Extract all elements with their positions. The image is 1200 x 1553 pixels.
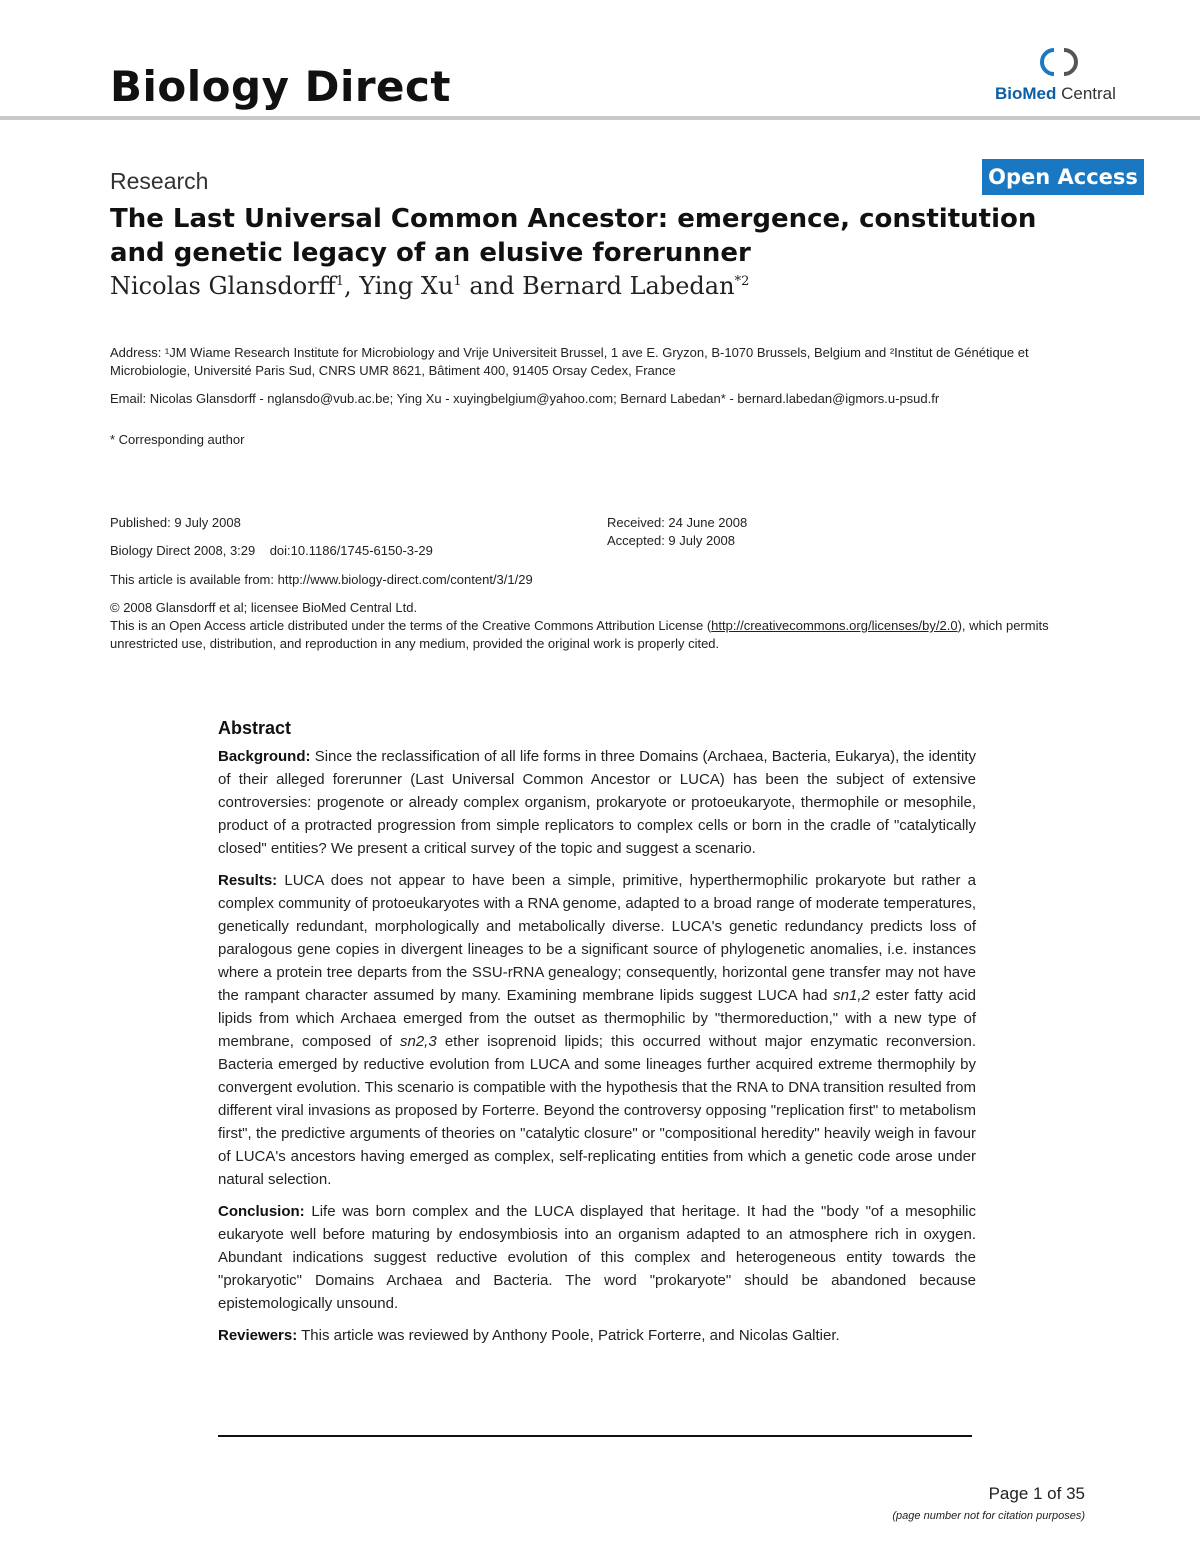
reviewers-label: Reviewers:: [218, 1327, 298, 1344]
open-access-badge: Open Access: [982, 159, 1144, 195]
license-text: This is an Open Access article distributed under the terms of the Creative Commons Attribution License (: [110, 618, 712, 633]
results-text: LUCA does not appear to have been a simple, primitive, hyperthermophilic prokaryote but rather a complex community of protoeukaryotes with a RNA genome, adapted to a broad range of moderate temperatures, genetically redundant, morphologically and metabolically diverse. LUCA's genetic redundancy predicts loss of paralogous gene copies in divergent lineages to be a significant source of phylogenetic anomalies, i.e. instances where a protein tree departs from the SSU-rRNA genealogy; consequently, horizontal gene transfer may not have the rampant character assumed by many. Examining membrane lipids suggest LUCA had: [218, 872, 976, 1004]
publisher-name-bold: BioMed: [995, 84, 1057, 103]
conclusion-label: Conclusion:: [218, 1203, 305, 1220]
biomed-central-logo: [995, 46, 1135, 106]
corresponding-author-note: * Corresponding author: [110, 432, 245, 447]
license-link[interactable]: http://creativecommons.org/licenses/by/2.0: [711, 618, 958, 633]
abstract-heading: Abstract: [218, 718, 292, 738]
abstract-results: [218, 869, 976, 1191]
results-italic: sn1,2: [833, 987, 870, 1004]
author-name: Bernard Labedan: [522, 272, 735, 300]
background-text: Since the reclassification of all life forms in three Domains (Archaea, Bacteria, Eukarya), the identity of their alleged forerunner (Last Universal Common Ancestor or LUCA) has been the subject of extensive controversies: progenote or already complex organism, prokaryote or protoeukaryote, thermophile or mesophile, product of a protracted progression from simple replicators to complex cells or born in the cradle of "catalytically closed" entities? We present a critical survey of the topic and suggest a scenario.: [218, 748, 976, 857]
results-text: ester fatty acid lipids from which Archaea emerged from the outset as thermophilic by "thermoreduction," with a new type of membrane, composed of: [218, 987, 976, 1050]
article-url[interactable]: This article is available from: http://www.biology-direct.com/content/3/1/29: [110, 572, 533, 587]
license-notice: [110, 617, 1100, 653]
results-italic: sn2,3: [400, 1033, 437, 1050]
author-name: Nicolas Glansdorff: [110, 272, 336, 300]
reviewers-text: This article was reviewed by Anthony Poole, Patrick Forterre, and Nicolas Galtier.: [301, 1327, 840, 1344]
author-address: Address: ¹JM Wiame Research Institute for Microbiology and Vrije Universiteit Brussel, 1 ave E. Gryzon, B-1070 Brussels, Belgium and ²Institut de Génétique et Microbiologie, Université Paris Sud, CNRS UMR 8621, Bâtiment 400, 91405 Orsay Cedex, France: [110, 345, 1029, 378]
page-number: Page 1 of 35: [988, 1484, 1085, 1503]
abstract-conclusion: [218, 1200, 976, 1315]
accepted-date: Accepted: 9 July 2008: [607, 533, 735, 548]
author-list: [110, 272, 749, 300]
abstract-background: [218, 745, 976, 860]
abstract-rule: [218, 1435, 972, 1437]
author-name: Ying Xu: [359, 272, 454, 300]
journal-title: Biology Direct: [110, 62, 452, 111]
received-date: Received: 24 June 2008: [607, 515, 748, 530]
author-emails: Email: Nicolas Glansdorff - nglansdo@vub.ac.be; Ying Xu - xuyingbelgium@yahoo.com; Bernard Labedan* - bernard.labedan@igmors.u-psud.fr: [110, 391, 940, 406]
article-type: Research: [110, 168, 209, 194]
license-text: ), which permits unrestricted use, distribution, and reproduction in any medium, provided the original work is properly cited.: [110, 618, 1049, 651]
author-affiliation: *2: [734, 274, 750, 289]
publisher-name: [995, 84, 1116, 104]
biomed-arc-icon: [1040, 46, 1078, 78]
page-number-note: (page number not for citation purposes): [892, 1510, 1085, 1522]
abstract-reviewers: [218, 1324, 976, 1347]
author-affiliation: 1: [453, 274, 462, 289]
author-separator: and: [461, 272, 523, 300]
author-affiliation: 1: [335, 274, 345, 289]
abstract: [218, 718, 976, 1356]
results-text: ether isoprenoid lipids; this occurred without major enzymatic reconversion. Bacteria emerged by reductive evolution from LUCA and some lineages further acquired extreme thermophily by convergent evolution. This scenario is compatible with the hypothesis that the RNA to DNA transition resulted from different viral invasions as proposed by Forterre. Beyond the controversy opposing "replication first" to metabolism first", the predictive arguments of theories on "catalytic closure" or "compositional heredity" heavily weigh in favour of LUCA's ancestors having emerged as complex, self-replicating entities from which a genetic code arose under natural selection.: [218, 1033, 976, 1188]
author-separator: ,: [344, 272, 360, 300]
header-rule: [0, 116, 1200, 120]
article-title: The Last Universal Common Ancestor: emergence, constitution and genetic legacy of an elusive forerunner: [110, 204, 1037, 268]
published-date: Published: 9 July 2008: [110, 515, 241, 530]
citation-doi: Biology Direct 2008, 3:29 doi:10.1186/1745-6150-3-29: [110, 543, 433, 558]
copyright-notice: © 2008 Glansdorff et al; licensee BioMed Central Ltd.: [110, 600, 418, 615]
results-label: Results:: [218, 872, 278, 889]
background-label: Background:: [218, 748, 311, 765]
publisher-name-rest: Central: [1056, 84, 1116, 103]
conclusion-text: Life was born complex and the LUCA displayed that heritage. It had the "body "of a mesophilic eukaryote well before maturing by endosymbiosis into an organism adapted to an atmosphere rich in oxygen. Abundant indications suggest reductive evolution of this complex and heterogeneous entity towards the "prokaryotic" Domains Archaea and Bacteria. The word "prokaryote" should be abandoned because epistemologically unsound.: [218, 1203, 976, 1312]
